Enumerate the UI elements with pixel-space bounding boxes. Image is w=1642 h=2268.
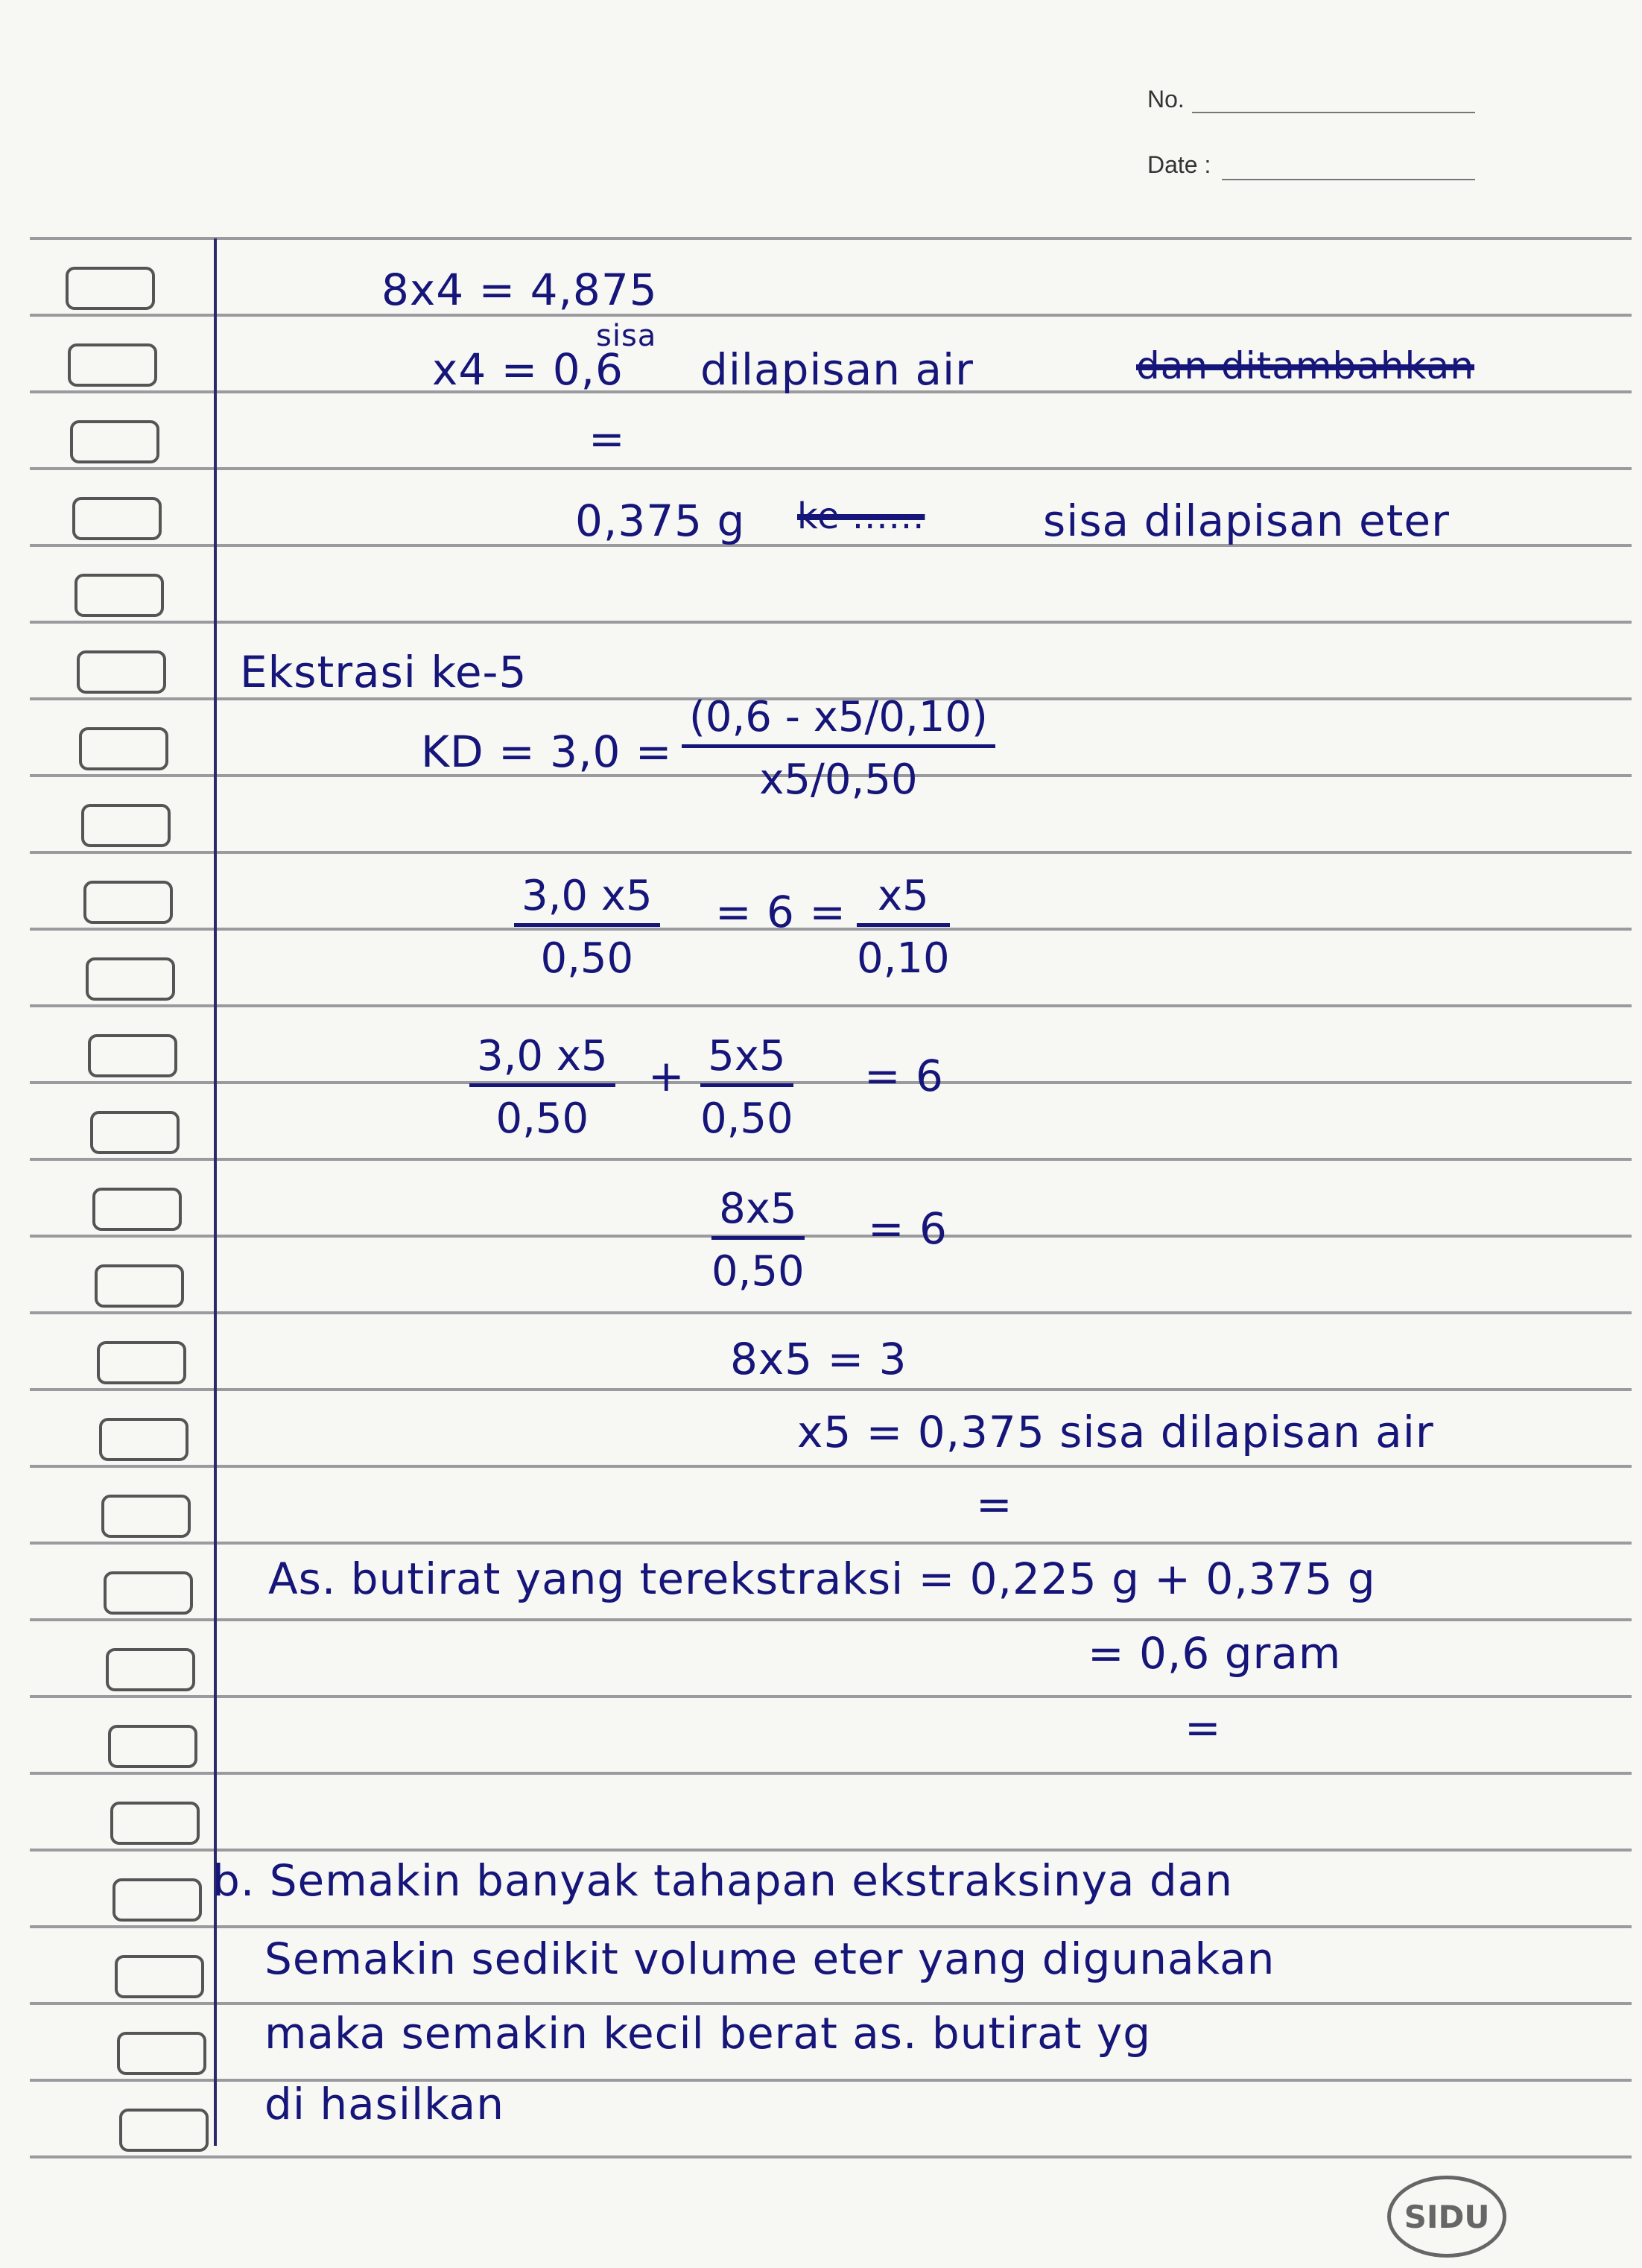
ruled-line	[30, 2002, 1632, 2005]
numerator: 8x5	[711, 1185, 805, 1240]
ruled-line	[30, 1695, 1632, 1698]
ruled-line	[30, 1311, 1632, 1314]
margin-box	[115, 1955, 204, 1998]
denominator: 0,10	[857, 934, 950, 983]
ruled-line	[30, 1465, 1632, 1468]
ruled-line	[30, 1388, 1632, 1391]
ruled-line	[30, 314, 1632, 317]
line-x4: x4 = 0,6	[432, 344, 624, 395]
margin-box	[97, 1341, 186, 1384]
line-x4-sup: sisa	[596, 319, 657, 353]
line-8x5-3: 8x5 = 3	[730, 1334, 907, 1384]
equals-6-b: = 6	[864, 1051, 944, 1101]
margin-box	[66, 267, 155, 310]
line-total-gram: = 0,6 gram	[1088, 1628, 1342, 1679]
denominator: 0,50	[700, 1095, 793, 1143]
no-label: No.	[1147, 86, 1185, 113]
ruled-line	[30, 621, 1632, 624]
margin-box	[110, 1802, 200, 1845]
margin-box	[119, 2109, 209, 2152]
margin-box	[68, 343, 157, 387]
margin-box	[117, 2032, 206, 2075]
denominator: 0,50	[711, 1247, 805, 1296]
margin-box	[79, 727, 168, 770]
answer-b-line-1: b. Semakin banyak tahapan ekstraksinya dan	[212, 1855, 1233, 1906]
margin-box	[106, 1648, 195, 1691]
ruled-line	[30, 1618, 1632, 1621]
fraction-5x5	[700, 1032, 793, 1143]
numerator: 3,0 x5	[514, 872, 660, 927]
equals-2: =	[976, 1479, 1013, 1530]
margin-box	[92, 1188, 182, 1231]
heading-ekstrasi-5: Ekstrasi ke-5	[240, 647, 527, 697]
margin-box	[81, 804, 171, 847]
line-0375-struck: ke ......	[797, 495, 925, 537]
line-0375: 0,375 g	[575, 495, 746, 546]
date-line	[1222, 179, 1475, 180]
ruled-line	[30, 1004, 1632, 1007]
margin-box	[95, 1264, 184, 1308]
equals-1: =	[589, 414, 626, 464]
ruled-line	[30, 851, 1632, 854]
ruled-line	[30, 1081, 1632, 1084]
kd-label: KD = 3,0 =	[421, 726, 673, 777]
ruled-line	[30, 237, 1632, 240]
no-line	[1192, 112, 1475, 113]
margin-box	[77, 650, 166, 694]
ruled-line	[30, 1235, 1632, 1238]
kd-fraction	[682, 693, 995, 804]
equals-6-c: = 6	[868, 1203, 948, 1254]
margin-box	[101, 1495, 191, 1538]
numerator: x5	[857, 872, 950, 927]
margin-box	[108, 1725, 197, 1768]
answer-b-line-3: maka semakin kecil berat as. butirat yg	[264, 2008, 1152, 2059]
ruled-line	[30, 1849, 1632, 1852]
numerator: 3,0 x5	[469, 1032, 615, 1087]
ruled-line	[30, 1158, 1632, 1161]
line-x5-result: x5 = 0,375 sisa dilapisan air	[797, 1407, 1434, 1457]
kd-numerator: (0,6 - x5/0,10)	[682, 693, 995, 748]
line-x4-struck: dan ditambahkan	[1136, 344, 1475, 387]
margin-box	[112, 1878, 202, 1922]
plus-sign: +	[648, 1051, 685, 1101]
fraction-3x5	[514, 872, 660, 983]
margin-box	[90, 1111, 180, 1154]
line-8x4: 8x4 = 4,875	[381, 265, 658, 315]
equals-3: =	[1185, 1702, 1222, 1753]
answer-b-line-4: di hasilkan	[264, 2079, 504, 2129]
fraction-x5	[857, 872, 950, 983]
margin-box	[99, 1418, 188, 1461]
margin-box	[70, 420, 159, 463]
denominator: 0,50	[540, 934, 634, 983]
ruled-line	[30, 1772, 1632, 1775]
fraction-3x5-b	[469, 1032, 615, 1143]
kd-denominator: x5/0,50	[759, 756, 918, 804]
ruled-line	[30, 467, 1632, 470]
line-as-butirat: As. butirat yang terekstraksi = 0,225 g + 0,375 g	[268, 1553, 1376, 1604]
margin-box	[72, 497, 162, 540]
ruled-line	[30, 2155, 1632, 2158]
margin-box	[83, 881, 173, 924]
margin-box	[88, 1034, 177, 1077]
line-x4-b: dilapisan air	[700, 344, 974, 395]
margin-box	[104, 1571, 193, 1615]
fraction-8x5	[711, 1185, 805, 1296]
equals-6: = 6 =	[715, 887, 846, 937]
date-label: Date :	[1147, 151, 1211, 178]
margin-box	[86, 957, 175, 1001]
line-0375-b: sisa dilapisan eter	[1043, 495, 1450, 546]
sidu-logo: SIDU	[1387, 2176, 1506, 2258]
ruled-line	[30, 1925, 1632, 1928]
answer-b-line-2: Semakin sedikit volume eter yang digunakan	[264, 1933, 1275, 1984]
numerator: 5x5	[700, 1032, 793, 1087]
ruled-line	[30, 1542, 1632, 1545]
margin-box	[75, 574, 164, 617]
denominator: 0,50	[495, 1095, 589, 1143]
